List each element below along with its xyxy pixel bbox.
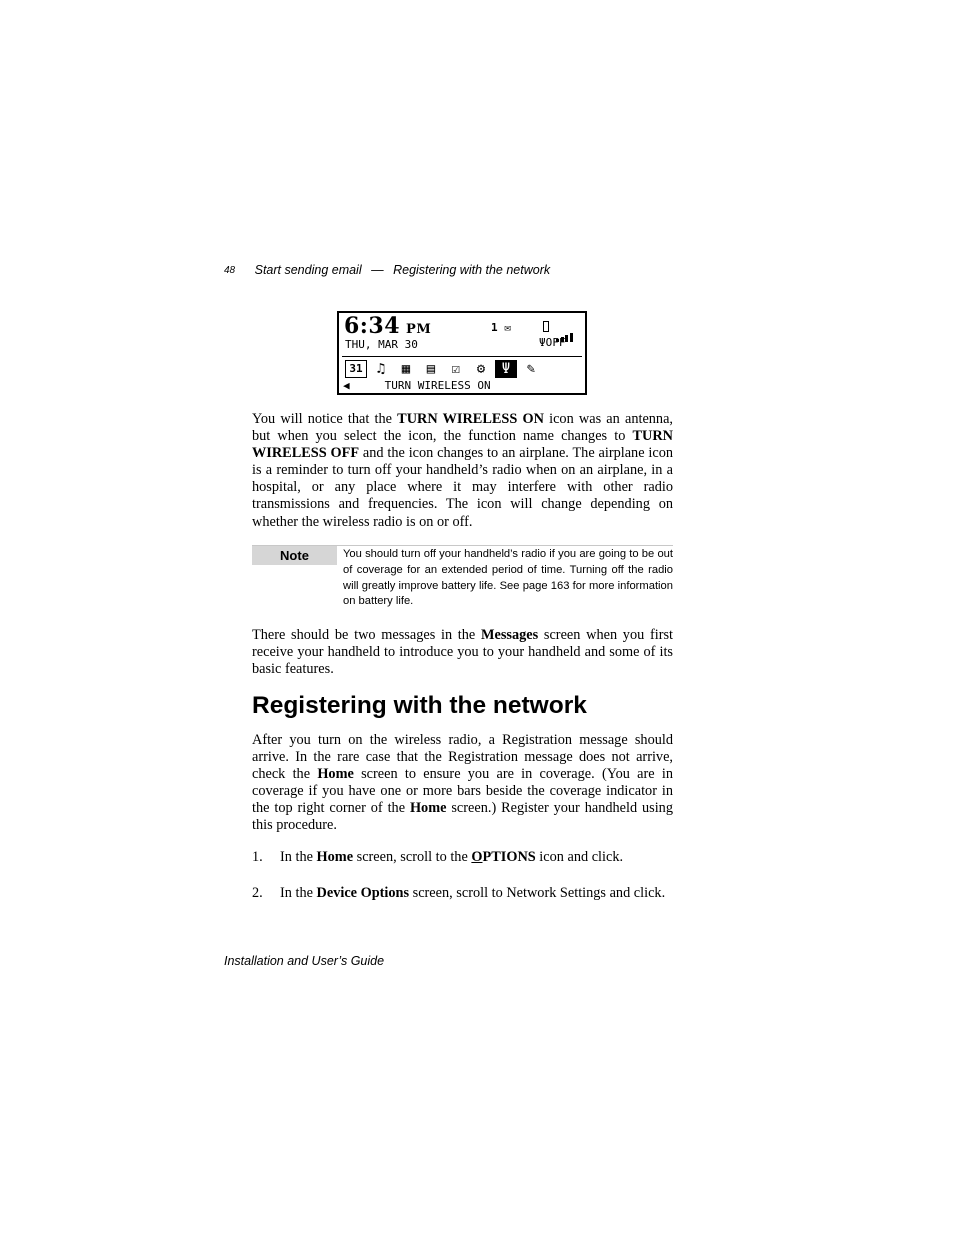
text-run: In the [280, 885, 317, 901]
message-count: 1 [491, 321, 498, 334]
underlined-hotkey: O [471, 849, 483, 865]
procedure-step-1 [252, 849, 673, 866]
screen-clock [344, 313, 431, 339]
procedure-step-2 [252, 885, 673, 902]
text-run: In the [280, 849, 317, 865]
calendar-icon[interactable]: 31 [345, 360, 367, 378]
left-arrow-icon: ◀ [343, 379, 350, 392]
header-separator: — [371, 263, 384, 277]
text-run: screen.) Register your handheld using this procedure. [252, 800, 673, 834]
screen-divider [342, 356, 582, 357]
note-text: You should turn off your handheld’s radio if you are going to be out of coverage for an extended period of time. Turning off the radio will greatly improve battery life. See page 163 for more information on battery life. [343, 548, 673, 608]
text-run: icon was an antenna, but when you select the icon, the function name changes to [252, 411, 674, 445]
running-header [224, 263, 550, 277]
bold-term: Device Options [316, 885, 410, 901]
step-number: 2. [252, 885, 263, 901]
battery-icon [543, 321, 549, 332]
options-wrench-icon[interactable]: ⚙ [476, 361, 486, 377]
bold-term: Home [317, 766, 354, 783]
handheld-home-screen [337, 311, 587, 395]
step-text [280, 849, 673, 866]
bold-term: Messages [481, 627, 539, 643]
messages-paragraph [252, 627, 673, 678]
step-number: 1. [252, 849, 263, 865]
bold-term: TURN WIRELESS OFF [252, 428, 673, 462]
compose-icon[interactable]: ✎ [526, 361, 536, 377]
text-run: screen when you first receive your handheld to introduce you to your handheld and some of its basic features. [252, 627, 673, 678]
radio-status-text: OFF [545, 336, 566, 349]
tasks-check-icon[interactable]: ☑ [451, 361, 461, 377]
intro-paragraph [252, 411, 673, 531]
message-indicator [491, 321, 511, 334]
antenna-icon: Ψ [539, 336, 546, 349]
text-run: screen, scroll to the [353, 849, 472, 865]
running-footer: Installation and User’s Guide [224, 954, 385, 968]
step-text [280, 885, 673, 902]
note-label: Note [252, 546, 337, 565]
bold-term: Home [316, 849, 354, 865]
text-run: and the icon changes to an airplane. The airplane icon is a reminder to turn off your handheld’s radio when on an airplane, in a hospital, or any place where it may interfere with other radio transmissions and frequencies. The icon will change depending on whether the wireless radio is on or off. [252, 445, 673, 530]
text-run: There should be two messages in the [252, 627, 481, 643]
bold-term-options [471, 849, 535, 865]
bold-term: Home [409, 800, 447, 817]
text-run: You will notice that the [252, 411, 398, 427]
registration-paragraph [252, 732, 673, 835]
alarm-bell-icon[interactable]: ♫ [376, 361, 386, 377]
text-run: After you turn on the wireless radio, a Registration message should arrive. In the rare case that the Registration message does not arrive, check the [252, 732, 673, 783]
screen-icon-row [345, 360, 542, 378]
bold-term: TURN WIRELESS ON [397, 411, 544, 427]
text-run: screen, scroll to Network Settings and click. [409, 885, 666, 901]
text-run: PTIONS [482, 849, 536, 865]
screen-date: THU, MAR 30 [345, 338, 418, 351]
calculator-icon[interactable]: ▦ [401, 361, 411, 377]
page-number: 48 [224, 265, 236, 276]
screen-ampm: PM [406, 322, 432, 337]
note-box [252, 545, 673, 608]
function-name-bar [343, 379, 491, 392]
memopad-icon[interactable]: ▤ [426, 361, 436, 377]
selected-function-name: TURN WIRELESS ON [384, 379, 491, 392]
text-run: icon and click. [535, 849, 624, 865]
radio-status [539, 336, 566, 349]
section-heading: Registering with the network [252, 692, 587, 719]
header-chapter: Start sending email [254, 263, 362, 277]
envelope-icon: ✉ [504, 321, 511, 334]
text-run: screen to ensure you are in coverage. (You are in coverage if you have one or more bars beside the coverage indicator in the top right corner of the [252, 766, 673, 817]
screen-time: 6:34 [344, 313, 401, 339]
turn-wireless-on-icon[interactable]: Ψ [495, 360, 517, 378]
header-section: Registering with the network [393, 263, 551, 277]
